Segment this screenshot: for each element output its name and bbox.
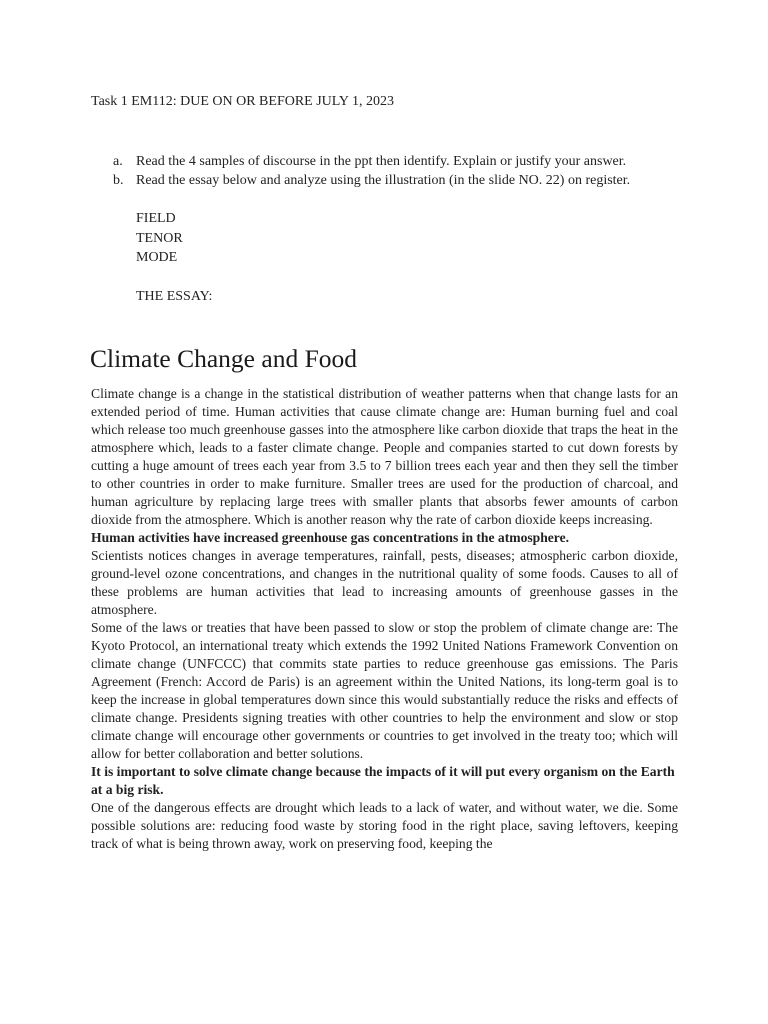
list-marker: b. (113, 173, 124, 188)
register-terms-list (136, 209, 183, 268)
essay-paragraph-3: Some of the laws or treaties that have been passed to slow or stop the problem of climate change are: The Kyoto Protocol, an international treaty which extends the 1992 United Nations Framework Convention on climate change (UNFCCC) that commits state parties to reduce greenhouse gas emissions. The Paris Agreement (French: Accord de Paris) is an agreement within the United Nations, its long-term goal is to keep the increase in global temperatures down since this would substantially reduce the risks and effects of climate change. Presidents signing treaties with other countries to help the environment and slow or stop climate change will encourage other governments or countries to get involved in the treaty too; which will allow for better collaboration and better solutions. (91, 620, 678, 761)
instruction-list (91, 152, 691, 190)
essay-title: Climate Change and Food (90, 344, 358, 373)
register-term-mode: MODE (136, 250, 178, 265)
instruction-text: Read the 4 samples of discourse in the ppt then identify. Explain or justify your answer. (136, 154, 627, 169)
essay-paragraph-4: One of the dangerous effects are drought which leads to a lack of water, and without water, we die. Some possible solutions are: reducing food waste by storing food in the right place, saving leftovers, keeping track of what is being thrown away, work on preserving food, keeping the (91, 800, 678, 851)
list-marker: a. (113, 154, 123, 169)
register-term-tenor: TENOR (136, 230, 183, 246)
instruction-item-a (91, 152, 691, 171)
essay-label: THE ESSAY: (136, 289, 213, 304)
task-title: Task 1 EM112: DUE ON OR BEFORE JULY 1, 2023 (91, 94, 395, 109)
instruction-text: Read the essay below and analyze using the illustration (in the slide NO. 22) on register. (136, 173, 631, 188)
essay-subheading-1: Human activities have increased greenhouse gas concentrations in the atmosphere. (91, 530, 570, 545)
instruction-item-b (91, 171, 691, 190)
essay-paragraph-2: Scientists notices changes in average temperatures, rainfall, pests, diseases; atmospheric carbon dioxide, ground-level ozone concentrations, and changes in the nutritional quality of some foods. Causes to all of these problems are human activities that lead to increasing amounts of greenhouse gasses in the atmosphere. (91, 548, 678, 617)
register-term-field: FIELD (136, 211, 176, 226)
essay-paragraph-1: Climate change is a change in the statistical distribution of weather patterns when that change lasts for an extended period of time. Human activities that cause climate change are: Human burning fuel and coal which release too much greenhouse gasses into the atmosphere like carbon dioxide that traps the heat in the atmosphere which, leads to a faster climate change. People and companies started to cut down forests by cutting a huge amount of trees each year from 3.5 to 7 billion trees each year and then they sell the timber to other countries in order to make furniture. Smaller trees are used for the production of charcoal, and human agriculture by replacing large trees with smaller plants that absorbs fewer amounts of carbon dioxide from the atmosphere. Which is another reason why the rate of carbon dioxide keeps increasing. (91, 386, 678, 527)
essay-subheading-2: It is important to solve climate change because the impacts of it will put every organism on the Earth at a big risk. (91, 764, 675, 797)
essay-body (91, 385, 678, 853)
